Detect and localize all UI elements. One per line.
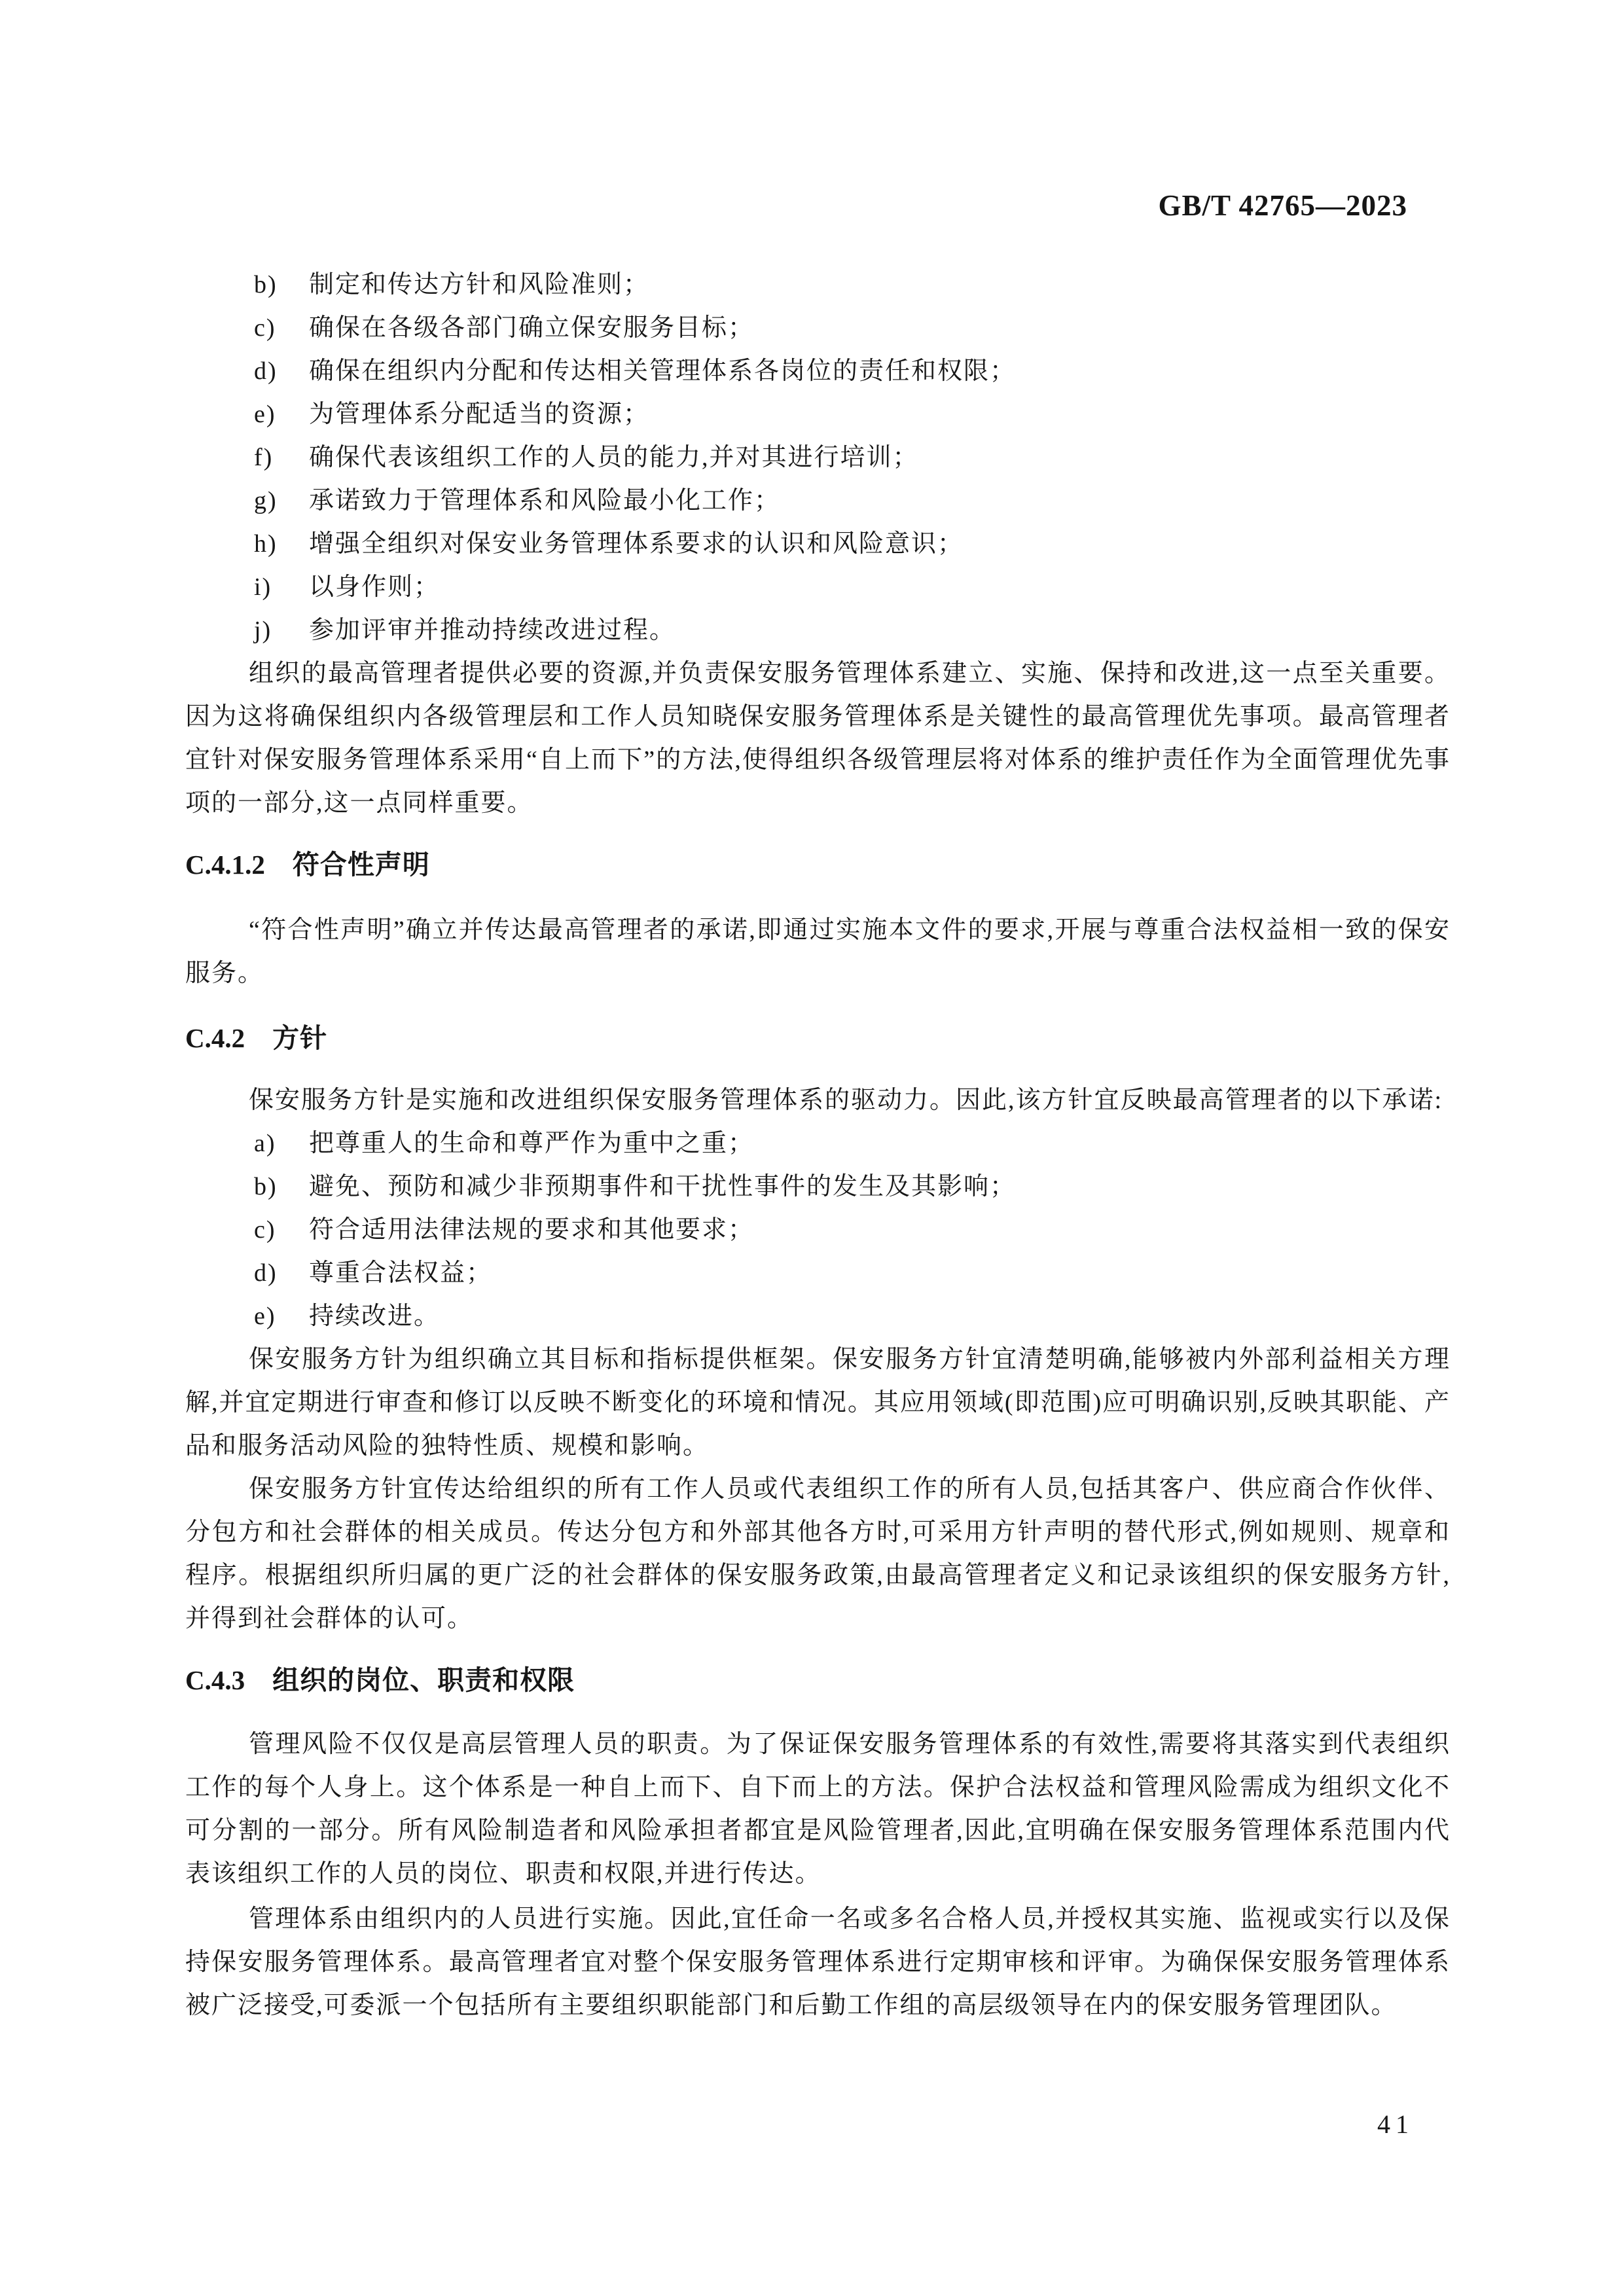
list-text: 以身作则； (309, 573, 441, 601)
heading-number: C.4.2 (185, 1023, 245, 1053)
page-content (185, 263, 1451, 2027)
list-item (185, 522, 1451, 565)
section-heading (185, 843, 1451, 886)
list-marker: c) (254, 1216, 276, 1244)
heading-title: 符合性声明 (292, 850, 430, 880)
heading-title: 方针 (272, 1023, 328, 1053)
leadership-commitment-list (185, 263, 1451, 652)
list-item (185, 565, 1451, 609)
list-text: 确保在各级各部门确立保安服务目标； (309, 314, 755, 342)
list-item (185, 350, 1451, 393)
list-text: 符合适用法律法规的要求和其他要求； (309, 1216, 755, 1244)
paragraph: 保安服务方针为组织确立其目标和指标提供框架。保安服务方针宜清楚明确,能够被内外部利益相关方理解,并宜定期进行审查和修订以反映不断变化的环境和情况。其应用领域(即范围)应可明确识别,反映其职能、产品和服务活动风险的独特性质、规模和影响。 (185, 1346, 1451, 1460)
list-text: 增强全组织对保安业务管理体系要求的认识和风险意识； (309, 530, 964, 558)
list-item (185, 1122, 1451, 1165)
paragraph: 管理体系由组织内的人员进行实施。因此,宜任命一名或多名合格人员,并授权其实施、监视或实行以及保持保安服务管理体系。最高管理者宜对整个保安服务管理体系进行定期审核和评审。为确保保安服务管理体系被广泛接受,可委派一个包括所有主要组织职能部门和后勤工作组的高层级领导在内的保安服务管理团队。 (185, 1905, 1451, 2019)
list-marker: g) (254, 487, 278, 514)
list-marker: d) (254, 1259, 278, 1287)
section-heading (185, 1016, 1451, 1060)
list-text: 持续改进。 (309, 1302, 441, 1330)
heading-number: C.4.1.2 (185, 850, 265, 880)
policy-commitment-list (185, 1122, 1451, 1338)
paragraph: 组织的最高管理者提供必要的资源,并负责保安服务管理体系建立、实施、保持和改进,这一点至关重要。因为这将确保组织内各级管理层和工作人员知晓保安服务管理体系是关键性的最高管理优先事项。最高管理者宜针对保安服务管理体系采用“自上而下”的方法,使得组织各级管理层将对体系的维护责任作为全面管理优先事项的一部分,这一点同样重要。 (185, 660, 1451, 817)
paragraph: 管理风险不仅仅是高层管理人员的职责。为了保证保安服务管理体系的有效性,需要将其落实到代表组织工作的每个人身上。这个体系是一种自上而下、自下而上的方法。保护合法权益和管理风险需成为组织文化不可分割的一部分。所有风险制造者和风险承担者都宜是风险管理者,因此,宜明确在保安服务管理体系范围内代表该组织工作的人员的岗位、职责和权限,并进行传达。 (185, 1731, 1451, 1888)
list-item (185, 1251, 1451, 1295)
list-text: 确保代表该组织工作的人员的能力,并对其进行培训； (309, 444, 919, 471)
heading-title: 组织的岗位、职责和权限 (272, 1665, 575, 1695)
list-marker: a) (254, 1130, 276, 1157)
list-marker: h) (254, 530, 278, 558)
list-item (185, 393, 1451, 436)
list-marker: f) (254, 444, 274, 471)
paragraph: 保安服务方针宜传达给组织的所有工作人员或代表组织工作的所有人员,包括其客户、供应商合作伙伴、分包方和社会群体的相关成员。传达分包方和外部其他各方时,可采用方针声明的替代形式,例如规则、规章和程序。根据组织所归属的更广泛的社会群体的保安服务政策,由最高管理者定义和记录该组织的保安服务方针,并得到社会群体的认可。 (185, 1475, 1451, 1632)
list-text: 把尊重人的生命和尊严作为重中之重； (309, 1130, 755, 1157)
paragraph: 保安服务方针是实施和改进组织保安服务管理体系的驱动力。因此,该方针宜反映最高管理者的以下承诺: (249, 1086, 1443, 1114)
standard-number: GB/T 42765—2023 (1158, 189, 1407, 222)
list-marker: j) (254, 617, 272, 644)
list-text: 尊重合法权益； (309, 1259, 493, 1287)
list-text: 避免、预防和减少非预期事件和干扰性事件的发生及其影响； (309, 1173, 1017, 1200)
section-heading (185, 1659, 1451, 1702)
list-marker: c) (254, 314, 276, 342)
list-marker: i) (254, 573, 272, 601)
list-item (185, 1165, 1451, 1208)
list-text: 制定和传达方针和风险准则； (309, 271, 650, 298)
list-marker: d) (254, 357, 278, 385)
heading-number: C.4.3 (185, 1665, 245, 1695)
list-text: 承诺致力于管理体系和风险最小化工作； (309, 487, 781, 514)
list-item (185, 1295, 1451, 1338)
list-marker: b) (254, 1173, 278, 1200)
list-item (185, 306, 1451, 350)
list-text: 确保在组织内分配和传达相关管理体系各岗位的责任和权限； (309, 357, 1017, 385)
list-item (185, 436, 1451, 479)
list-marker: e) (254, 1302, 276, 1330)
list-item (185, 479, 1451, 522)
list-marker: e) (254, 401, 276, 428)
list-item (185, 609, 1451, 652)
list-item (185, 263, 1451, 306)
list-marker: b) (254, 271, 278, 298)
list-text: 为管理体系分配适当的资源； (309, 401, 650, 428)
page-number: 41 (1377, 2109, 1414, 2139)
list-text: 参加评审并推动持续改进过程。 (309, 617, 676, 644)
list-item (185, 1208, 1451, 1251)
paragraph: “符合性声明”确立并传达最高管理者的承诺,即通过实施本文件的要求,开展与尊重合法权益相一致的保安服务。 (185, 916, 1451, 987)
